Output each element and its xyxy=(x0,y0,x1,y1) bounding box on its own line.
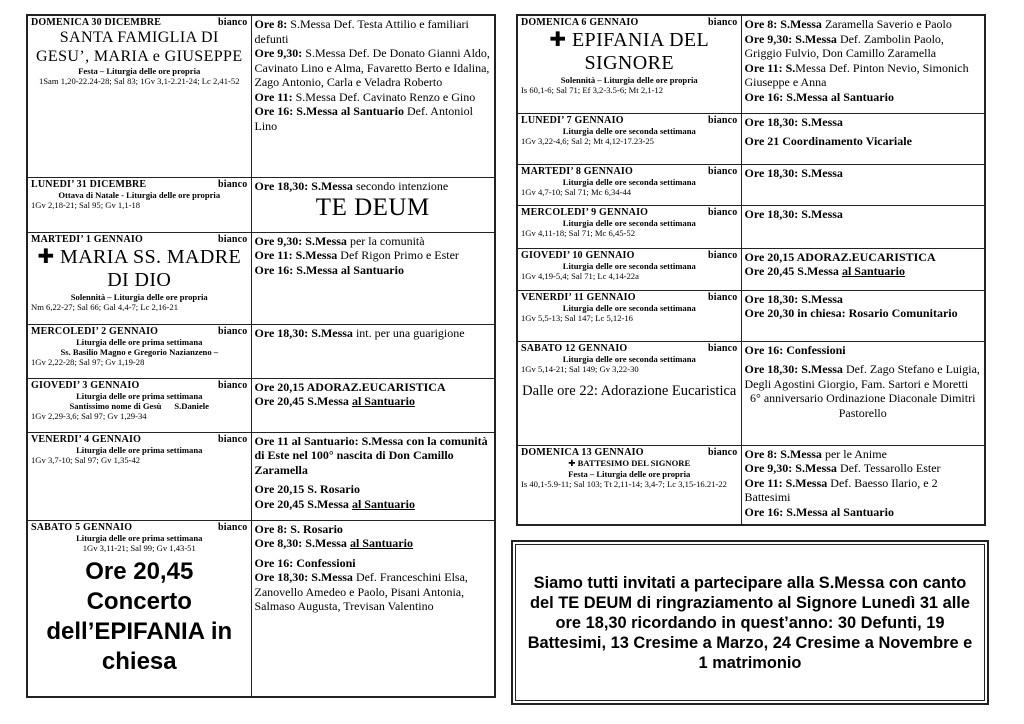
liturgical-color: bianco xyxy=(707,165,738,177)
day-name: LUNEDI’ 31 DICEMBRE xyxy=(31,178,147,190)
readings: 1Sam 1,20-22.24-28; Sal 83; 1Gv 3,1-2.21-24; Lc 2,41-52 xyxy=(38,76,240,86)
invitation-text: Siamo tutti invitati a partecipare alla S.Messa con canto del TE DEUM di ringraziamento al Signore Lunedì 31 alle ore 18,30 ricordando in quest’anno: 30 Defunti, 19 Battesimi, 13 Cresime a Marzo, 24 Cresime a Novembre e 1 matrimonio xyxy=(527,573,973,672)
liturgical-color: bianco xyxy=(707,249,738,261)
day-info-cell xyxy=(27,324,251,378)
mass-entry: Ore 18,30: S.Messa xyxy=(744,291,843,306)
readings: 1Gv 5,14-21; Sal 149; Gv 3,22-30 xyxy=(521,363,639,374)
day-row-jan6 xyxy=(517,15,985,113)
day-info-cell xyxy=(27,378,251,432)
te-deum-title: TE DEUM xyxy=(315,194,430,221)
day-row-jan2 xyxy=(27,324,495,378)
day-info-cell xyxy=(517,445,741,525)
day-name: MARTEDI’ 8 GENNAIO xyxy=(521,165,633,177)
day-info-cell xyxy=(517,15,741,113)
day-name: DOMENICA 13 GENNAIO xyxy=(521,446,644,458)
mass-schedule-cell xyxy=(251,232,495,324)
readings: Is 40,1-5.9-11; Sal 103; Tt 2,11-14; 3,4-7; Lc 3,15-16.21-22 xyxy=(521,478,727,489)
left-schedule-table xyxy=(26,14,496,698)
mass-entry: Ore 9,30: S.Messa per la comunità xyxy=(254,233,425,248)
mass-entry: Ore 18,30: S.Messa xyxy=(744,114,843,129)
mass-schedule-cell xyxy=(741,341,985,445)
mass-entry: Ore 11 al Santuario: S.Messa con la comunità di Este nel 100° nascita di Don Camillo Zaramella xyxy=(254,433,488,477)
day-name: VENERDI’ 4 GENNAIO xyxy=(31,433,142,445)
day-row-dec31 xyxy=(27,177,495,232)
day-row-jan10 xyxy=(517,248,985,290)
mass-entry: Ore 9,30: S.Messa Def. De Donato Gianni Aldo, Cavinato Lino e Alma, Favaretto Berto e Idalina, Zago Antonio, Carla e Veladra Roberto xyxy=(254,46,490,89)
liturgical-color: bianco xyxy=(707,291,738,303)
liturgy-note: Liturgia delle ore prima settimana xyxy=(76,390,203,401)
feast-title: SANTA FAMIGLIA DI GESU’, MARIA e GIUSEPPE xyxy=(35,29,243,65)
day-info-cell xyxy=(27,432,251,520)
mass-schedule-cell xyxy=(741,445,985,525)
mass-entry: Ore 9,30: S.Messa Def. Zambolin Paolo, Griggio Fulvio, Don Camillo Zaramella xyxy=(744,31,944,60)
saints-of-day: Santissimo nome di Gesù S.Daniele xyxy=(69,400,209,411)
readings: 1Gv 2,18-21; Sal 95; Gv 1,1-18 xyxy=(31,199,141,210)
liturgy-note: Festa – Liturgia delle ore propria xyxy=(78,66,201,76)
feast-title: ✚ EPIFANIA DEL SIGNORE xyxy=(549,27,710,74)
liturgy-note: Liturgia delle ore seconda settimana xyxy=(562,260,696,271)
readings: 1Gv 4,19-5,4; Sal 71; Lc 4,14-22a xyxy=(521,270,639,281)
adoration-announcement: Dalle ore 22: Adorazione Eucaristica xyxy=(522,382,737,399)
day-name: MERCOLEDI’ 2 GENNAIO xyxy=(31,325,159,337)
mass-entry: Ore 8,30: S.Messa al Santuario xyxy=(254,536,413,550)
day-info-cell xyxy=(517,290,741,341)
liturgical-color: bianco xyxy=(217,379,248,391)
mass-entry: Ore 21 Coordinamento Vicariale xyxy=(744,134,912,148)
day-name: VENERDI’ 11 GENNAIO xyxy=(521,291,636,303)
day-header xyxy=(31,380,248,391)
day-header xyxy=(31,179,248,190)
day-row-jan3 xyxy=(27,378,495,432)
cross-icon: ✚ xyxy=(549,27,567,51)
liturgy-note: Ottava di Natale - Liturgia delle ore propria xyxy=(58,189,221,200)
liturgical-color: bianco xyxy=(217,233,248,245)
anniversary-note: 6° anniversario Ordinazione Diaconale Dimitri Pastorello xyxy=(750,391,976,420)
mass-entry: Ore 11: S.Messa Def. Pinton Nevio, Simonich Giuseppe e Anna xyxy=(744,60,969,89)
day-name: MERCOLEDI’ 9 GENNAIO xyxy=(521,206,649,218)
day-row-jan8 xyxy=(517,164,985,205)
mass-entry: Ore 20,45 S.Messa al Santuario xyxy=(254,394,415,408)
mass-schedule-cell xyxy=(741,290,985,341)
readings: Is 60,1-6; Sal 71; Ef 3,2-3.5-6; Mt 2,1-12 xyxy=(521,85,664,95)
mass-schedule-cell xyxy=(251,378,495,432)
liturgical-color: bianco xyxy=(707,206,738,218)
day-name: GIOVEDI’ 3 GENNAIO xyxy=(31,379,140,391)
day-row-jan9 xyxy=(517,205,985,248)
mass-entry: Ore 20,15 ADORAZ.EUCARISTICA xyxy=(744,249,936,264)
day-info-cell xyxy=(27,177,251,232)
mass-entry: Ore 20,45 S.Messa al Santuario xyxy=(744,264,905,278)
mass-entry: Ore 20,30 in chiesa: Rosario Comunitario xyxy=(744,306,958,320)
day-header xyxy=(521,250,738,261)
mass-schedule-cell xyxy=(251,15,495,177)
day-row-dec30 xyxy=(27,15,495,177)
liturgical-color: bianco xyxy=(217,433,248,445)
day-info-cell xyxy=(517,164,741,205)
readings: Nm 6,22-27; Sal 66; Gal 4,4-7; Lc 2,16-21 xyxy=(31,301,179,312)
invitation-box xyxy=(511,540,989,705)
mass-schedule-cell xyxy=(251,432,495,520)
mass-entry: Ore 18,30: S.Messa int. per una guarigione xyxy=(254,325,465,340)
day-row-jan4 xyxy=(27,432,495,520)
readings: 1Gv 2,22-28; Sal 97; Gv 1,19-28 xyxy=(31,356,145,367)
day-name: DOMENICA 6 GENNAIO xyxy=(521,17,639,28)
day-name: DOMENICA 30 DICEMBRE xyxy=(31,17,162,28)
mass-schedule-cell xyxy=(741,164,985,205)
feast-title: ✚ MARIA SS. MADRE DI DIO xyxy=(37,243,242,291)
day-name: SABATO 5 GENNAIO xyxy=(31,521,133,533)
concert-announcement: Ore 20,45 Concerto dell’EPIFANIA in chiesa xyxy=(46,557,233,675)
right-schedule-table xyxy=(516,14,986,526)
mass-entry: Ore 11: S.Messa Def. Cavinato Renzo e Gino xyxy=(254,89,476,104)
day-row-jan7 xyxy=(517,113,985,164)
day-name: GIOVEDI’ 10 GENNAIO xyxy=(521,249,635,261)
day-header xyxy=(521,115,738,126)
readings: 1Gv 4,7-10; Sal 71; Mc 6,34-44 xyxy=(521,186,632,197)
day-header xyxy=(31,17,248,28)
readings: 1Gv 3,22-4,6; Sal 2; Mt 4,12-17.23-25 xyxy=(521,135,654,146)
day-header xyxy=(521,207,738,218)
day-header xyxy=(521,447,738,458)
mass-entry: Ore 8: S.Messa Zaramella Saverio e Paolo xyxy=(744,17,952,31)
mass-entry: Ore 18,30: S.Messa xyxy=(744,165,843,180)
mass-schedule-cell xyxy=(251,177,495,232)
liturgical-color: bianco xyxy=(217,17,248,28)
saints-of-day: Ss. Basilio Magno e Gregorio Nazianzeno – xyxy=(60,346,219,357)
day-row-jan1 xyxy=(27,232,495,324)
mass-entry: Ore 16: S.Messa al Santuario Def. Antoniol Lino xyxy=(254,104,473,133)
liturgy-note: Liturgia delle ore seconda settimana xyxy=(562,302,696,313)
feast-title: ✚ BATTESIMO DEL SIGNORE xyxy=(568,457,691,469)
readings: 1Gv 3,11-21; Sal 99; Gv 1,43-51 xyxy=(82,542,196,553)
liturgical-color: bianco xyxy=(217,521,248,533)
mass-schedule-cell xyxy=(741,248,985,290)
mass-entry: Ore 16: S.Messa al Santuario xyxy=(254,262,404,277)
mass-entry: Ore 18,30: S.Messa Def. Zago Stefano e Luigia, Degli Agostini Giorgio, Fam. Sartori e Moretti xyxy=(744,362,980,391)
liturgical-color: bianco xyxy=(707,17,738,28)
day-name: LUNEDI’ 7 GENNAIO xyxy=(521,114,624,126)
mass-entry: Ore 11: S.Messa Def Rigon Primo e Ester xyxy=(254,248,459,262)
liturgy-note: Solennità – Liturgia delle ore propria xyxy=(70,291,208,302)
cross-icon: ✚ xyxy=(37,243,55,268)
day-header xyxy=(521,343,738,354)
mass-schedule-cell xyxy=(251,520,495,697)
liturgy-note: Liturgia delle ore seconda settimana xyxy=(562,176,696,187)
mass-entry: Ore 18,30: S.Messa xyxy=(744,206,843,221)
mass-entry: Ore 16: Confessioni xyxy=(744,342,846,357)
mass-entry: Ore 16: Confessioni xyxy=(254,555,356,570)
mass-schedule-cell xyxy=(741,15,985,113)
mass-entry: Ore 20,45 S.Messa al Santuario xyxy=(254,496,415,511)
liturgy-note: Solennità – Liturgia delle ore propria xyxy=(560,75,698,85)
liturgical-color: bianco xyxy=(707,446,738,458)
day-header xyxy=(31,326,248,337)
day-row-jan13 xyxy=(517,445,985,525)
liturgical-color: bianco xyxy=(707,114,738,126)
liturgy-note: Liturgia delle ore prima settimana xyxy=(76,532,203,543)
mass-entry: Ore 16: S.Messa al Santuario xyxy=(744,504,894,519)
mass-entry: Ore 8: S.Messa per le Anime xyxy=(744,446,887,461)
mass-entry: Ore 9,30: S.Messa Def. Tessarollo Ester xyxy=(744,461,941,475)
liturgy-note: Liturgia delle ore seconda settimana xyxy=(562,125,696,136)
readings: 1Gv 4,11-18; Sal 71; Mc 6,45-52 xyxy=(521,227,636,238)
readings: 1Gv 2,29-3,6; Sal 97; Gv 1,29-34 xyxy=(31,410,147,421)
readings: 1Gv 3,7-10; Sal 97; Gv 1,35-42 xyxy=(31,454,141,465)
mass-entry: Ore 20,15 ADORAZ.EUCARISTICA xyxy=(254,379,446,394)
liturgy-note: Liturgia delle ore seconda settimana xyxy=(562,353,696,364)
day-row-jan5 xyxy=(27,520,495,697)
mass-entry: Ore 18,30: S.Messa secondo intenzione xyxy=(254,178,449,193)
day-name: SABATO 12 GENNAIO xyxy=(521,342,628,354)
day-info-cell xyxy=(27,232,251,324)
day-info-cell xyxy=(517,113,741,164)
day-info-cell xyxy=(27,520,251,697)
mass-entry: Ore 16: S.Messa al Santuario xyxy=(744,89,894,104)
liturgical-color: bianco xyxy=(217,325,248,337)
liturgy-note: Liturgia delle ore seconda settimana xyxy=(562,217,696,228)
cross-icon: ✚ xyxy=(568,458,576,469)
day-name: MARTEDI’ 1 GENNAIO xyxy=(31,233,143,245)
liturgy-note: Liturgia delle ore prima settimana xyxy=(76,444,203,455)
day-header xyxy=(31,434,248,445)
day-info-cell xyxy=(517,205,741,248)
day-header xyxy=(521,292,738,303)
mass-entry: Ore 11: S.Messa Def. Baesso Ilario, e 2 Battesimi xyxy=(744,475,938,504)
mass-entry: Ore 20,15 S. Rosario xyxy=(254,482,360,496)
day-header xyxy=(31,234,248,245)
day-info-cell xyxy=(27,15,251,177)
day-header xyxy=(521,166,738,177)
readings: 1Gv 5,5-13; Sal 147; Lc 5,12-16 xyxy=(521,312,633,323)
day-info-cell xyxy=(517,248,741,290)
mass-schedule-cell xyxy=(741,113,985,164)
day-info-cell xyxy=(517,341,741,445)
mass-entry: Ore 8: S. Rosario xyxy=(254,521,343,536)
day-row-jan11 xyxy=(517,290,985,341)
liturgical-color: bianco xyxy=(217,178,248,190)
mass-entry: Ore 8: S.Messa Def. Testa Attilio e familiari defunti xyxy=(254,17,469,46)
mass-entry: Ore 18,30: S.Messa Def. Franceschini Elsa, Zanovello Amedeo e Paolo, Pisani Antonia, Salmaso Augusta, Trevisan Valentino xyxy=(254,570,468,613)
liturgical-color: bianco xyxy=(707,342,738,354)
liturgy-note: Festa – Liturgia delle ore propria xyxy=(568,468,691,479)
liturgy-note: Liturgia delle ore prima settimana xyxy=(76,336,203,347)
mass-schedule-cell xyxy=(251,324,495,378)
day-row-jan12 xyxy=(517,341,985,445)
mass-schedule-cell xyxy=(741,205,985,248)
day-header xyxy=(31,522,248,533)
